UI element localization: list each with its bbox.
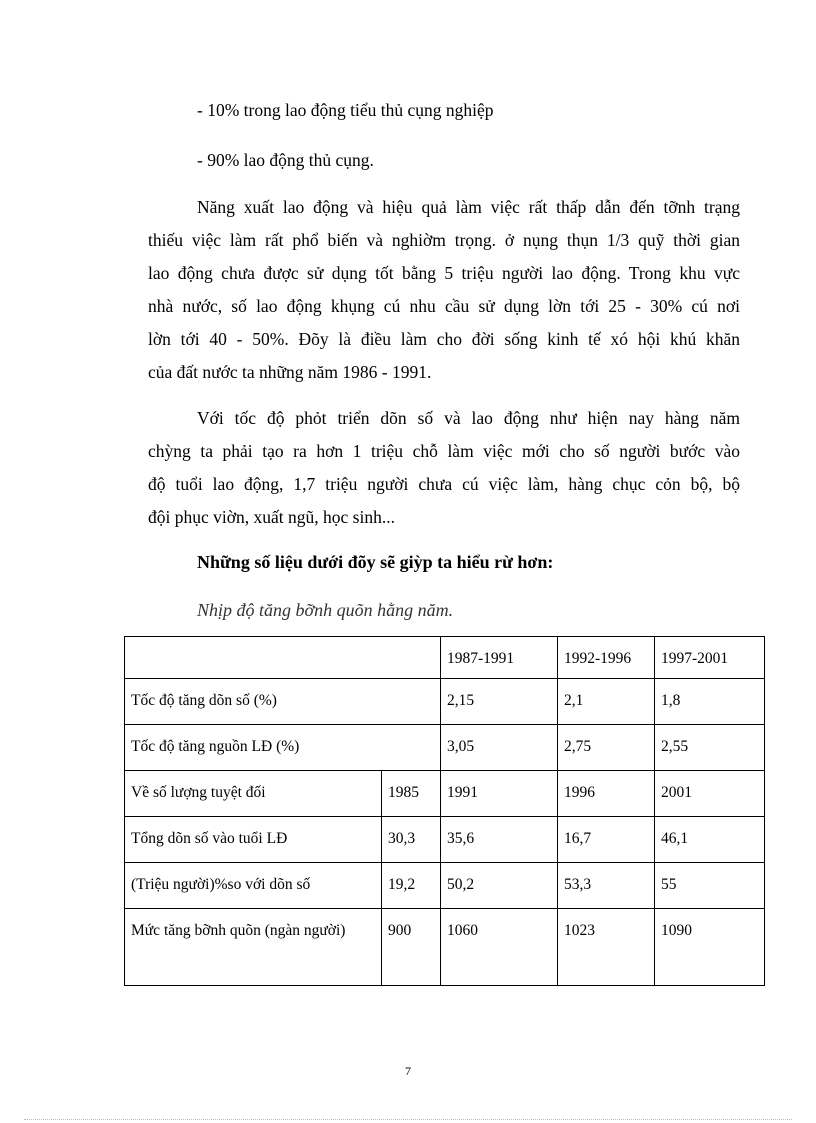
paragraph1-line-5: lờn tới 40 - 50%. Đõy là điều làm cho đời sống kinh tế xó hội khú khăn [148,329,740,349]
table-cell: 50,2 [441,863,558,909]
table-cell: 1991 [441,771,558,817]
row-label-absolute: Về số lượng tuyệt đối [125,771,382,817]
paragraph2-line-1: Với tốc độ phỏt triển dõn số và lao động như hiện nay hàng năm [197,408,740,428]
table-cell: 30,3 [382,817,441,863]
table-cell: 900 [382,909,441,986]
table-cell: 2,15 [441,679,558,725]
paragraph2-line-4: đội phục viờn, xuất ngũ, học sinh... [148,507,395,527]
row-label-population-growth: Tốc độ tăng dõn số (%) [125,679,441,725]
table-cell: 46,1 [655,817,765,863]
table-header-row [125,637,765,679]
bullet-handicraft: - 10% trong lao động tiểu thủ cụng nghiệp [197,100,494,120]
paragraph2-line-2: chỳng ta phải tạo ra hơn 1 triệu chỗ làm việc mới cho số người bước vào [148,441,740,461]
section-heading: Những số liệu dưới đõy sẽ giỳp ta hiểu rừ hơn: [197,552,554,572]
header-empty-cell [125,637,441,679]
table-cell: 1,8 [655,679,765,725]
table-cell: 2001 [655,771,765,817]
table-row [125,817,765,863]
table-cell: 1060 [441,909,558,986]
table-caption: Nhịp độ tăng bỡnh quõn hằng năm. [197,600,454,620]
table-cell: 1023 [558,909,655,986]
statistics-table [124,636,765,986]
table-cell: 2,1 [558,679,655,725]
row-label-average-increase: Mức tăng bỡnh quõn (ngàn người) [125,909,382,986]
table-cell: 35,6 [441,817,558,863]
table-cell: 19,2 [382,863,441,909]
row-label-working-age: Tổng dõn số vào tuổi LĐ [125,817,382,863]
table-cell: 55 [655,863,765,909]
table-row [125,725,765,771]
table-row [125,771,765,817]
bullet-manual: - 90% lao động thủ cụng. [197,150,374,170]
row-label-percent-population: (Triệu người)%so với dõn số [125,863,382,909]
table-row [125,679,765,725]
paragraph1-line-3: lao động chưa được sử dụng tốt bằng 5 triệu người lao động. Trong khu vực [148,263,740,283]
table-row [125,909,765,986]
paragraph1-line-1: Năng xuất lao động và hiệu quả làm việc rất thấp dẫn đến tỡnh trạng [197,197,740,217]
table-cell: 1996 [558,771,655,817]
table-cell: 2,55 [655,725,765,771]
table-cell: 1090 [655,909,765,986]
row-label-labor-growth: Tốc độ tăng nguồn LĐ (%) [125,725,441,771]
table-cell: 16,7 [558,817,655,863]
paragraph2-line-3: độ tuổi lao động, 1,7 triệu người chưa cú việc làm, hàng chục cỏn bộ, bộ [148,474,740,494]
table-row [125,863,765,909]
header-period-2: 1992-1996 [558,637,655,679]
table-cell: 53,3 [558,863,655,909]
paragraph1-line-4: nhà nước, số lao động khụng cú nhu cầu sử dụng lờn tới 25 - 30% cú nơi [148,296,740,316]
table-cell: 2,75 [558,725,655,771]
table-cell: 3,05 [441,725,558,771]
page-number: 7 [405,1064,411,1078]
paragraph1-line-2: thiếu việc làm rất phổ biến và nghiờm trọng. ở nụng thụn 1/3 quỹ thời gian [148,230,740,250]
table-cell: 1985 [382,771,441,817]
header-period-1: 1987-1991 [441,637,558,679]
header-period-3: 1997-2001 [655,637,765,679]
footer-divider [24,1119,792,1120]
paragraph1-line-6: của đất nước ta những năm 1986 - 1991. [148,362,432,382]
